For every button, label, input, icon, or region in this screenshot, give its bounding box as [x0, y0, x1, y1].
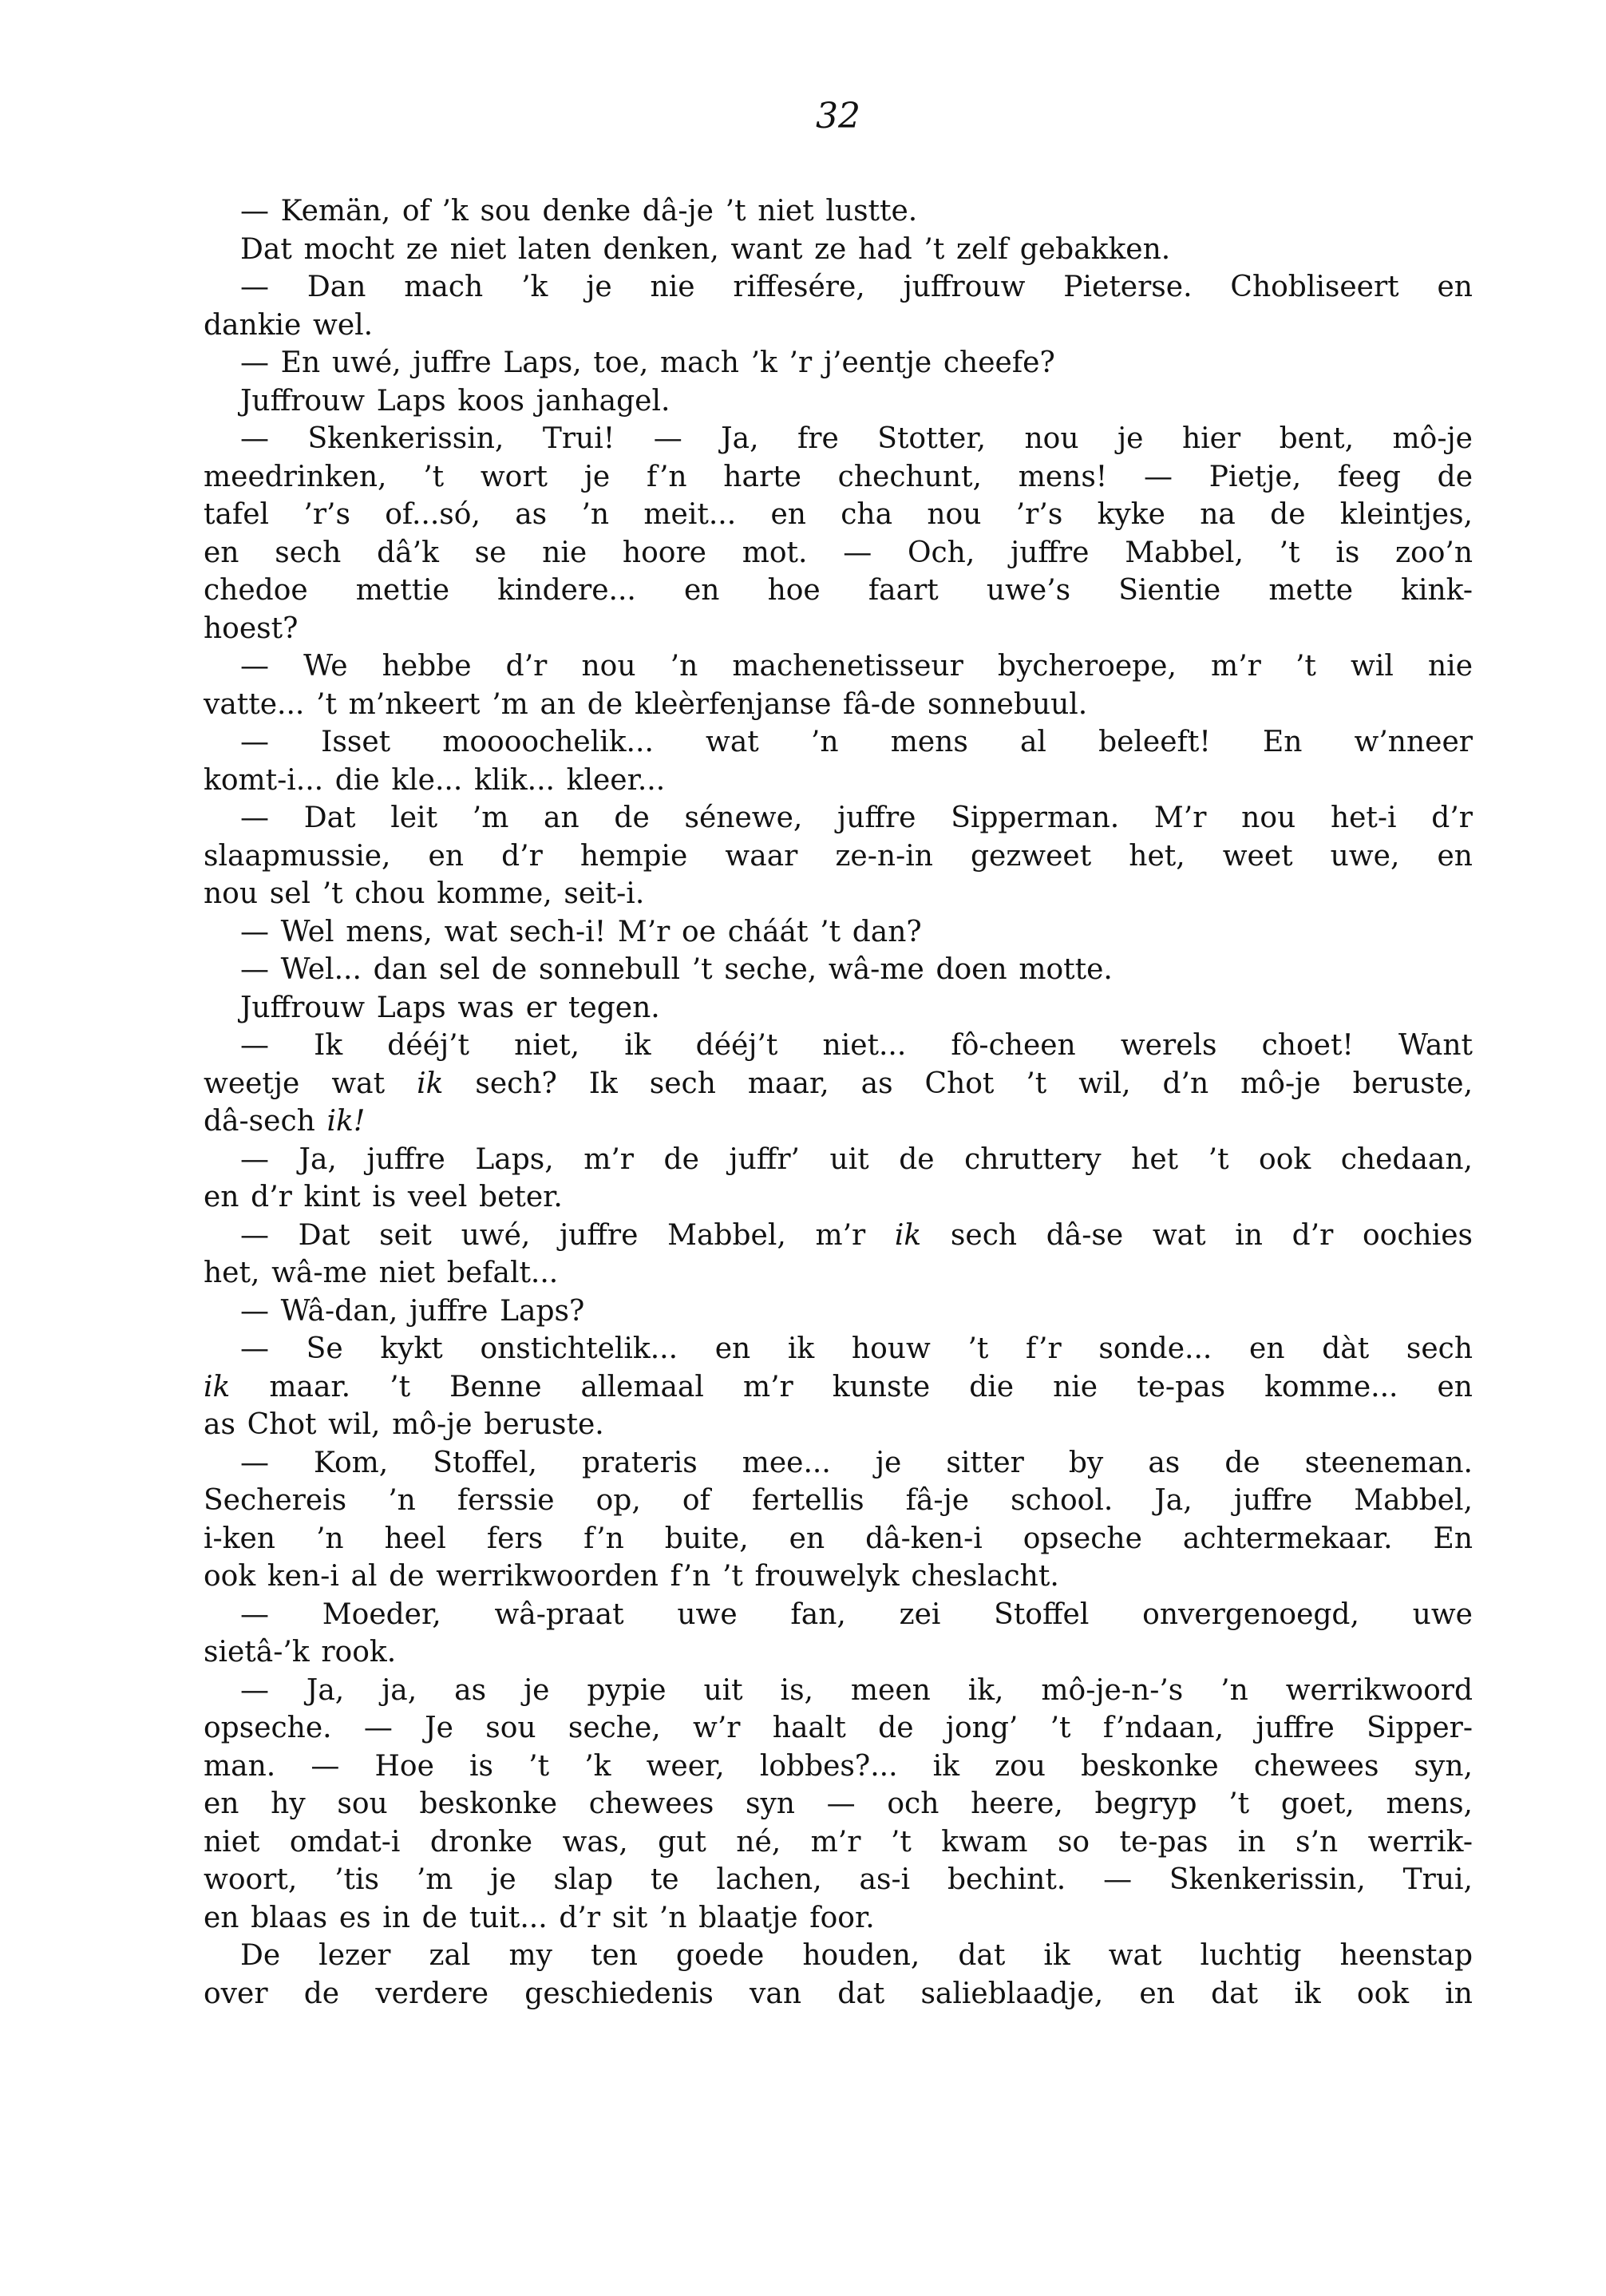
- text-line: [204, 762, 1473, 800]
- paragraph: [204, 1330, 1473, 1444]
- paragraph: [204, 420, 1473, 647]
- text-line: [204, 382, 1473, 421]
- text-line: [204, 268, 1473, 307]
- text-block: [204, 192, 1473, 2013]
- text-line: [204, 610, 1473, 648]
- text-segment: komt-i... die kle... klik... kleer...: [204, 763, 666, 797]
- text-segment: dankie wel.: [204, 308, 374, 342]
- text-segment: over de verdere geschiedenis van dat salieblaadje, en dat ik ook in: [204, 1977, 1473, 2010]
- paragraph: [204, 382, 1473, 421]
- text-line: [204, 1823, 1473, 1862]
- paragraph: [204, 1672, 1473, 1938]
- text-segment: — Se kykt onstichtelik... en ik houw ’t f’r sonde... en dàt sech: [240, 1332, 1473, 1365]
- italic-text: ik: [417, 1067, 444, 1100]
- paragraph: [204, 192, 1473, 231]
- text-segment: en d’r kint is veel beter.: [204, 1181, 563, 1213]
- text-line: [204, 192, 1473, 231]
- text-segment: — Dat seit uwé, juffre Mabbel, m’r: [240, 1218, 895, 1252]
- text-segment: — Moeder, wâ-praat uwe fan, zei Stoffel onvergenoegd, uwe: [240, 1597, 1473, 1631]
- paragraph: [204, 723, 1473, 799]
- text-segment: weetje wat: [204, 1067, 417, 1100]
- text-line: [204, 1406, 1473, 1444]
- text-segment: Juffrouw Laps was er tegen.: [240, 991, 660, 1024]
- text-segment: Sechereis ’n ferssie op, of fertellis fâ-je school. Ja, juffre Mabbel,: [204, 1484, 1473, 1517]
- text-segment: tafel ’r’s of...só, as ’n meit... en cha nou ’r’s kyke na de kleintjes,: [204, 498, 1473, 531]
- text-segment: meedrinken, ’t wort je f’n harte chechunt, mens! — Pietje, feeg de: [204, 460, 1473, 493]
- text-line: [204, 875, 1473, 913]
- text-segment: — Kemän, of ’k sou denke dâ-je ’t niet lustte.: [240, 195, 918, 228]
- text-line: [204, 686, 1473, 724]
- paragraph: [204, 268, 1473, 344]
- text-segment: Juffrouw Laps koos janhagel.: [240, 384, 670, 418]
- paragraph: [204, 913, 1473, 952]
- paragraph: [204, 799, 1473, 913]
- text-segment: — Ja, juffre Laps, m’r de juffr’ uit de chruttery het ’t ook chedaan,: [240, 1142, 1473, 1176]
- paragraph: [204, 1292, 1473, 1331]
- text-line: [204, 1141, 1473, 1179]
- text-line: [204, 1899, 1473, 1938]
- text-segment: man. — Hoe is ’t ’k weer, lobbes?... ik zou beskonke chewees syn,: [204, 1749, 1473, 1783]
- text-line: [204, 1558, 1473, 1596]
- text-segment: — Wâ-dan, juffre Laps?: [240, 1294, 585, 1328]
- text-line: [204, 1975, 1473, 2013]
- text-line: [204, 231, 1473, 269]
- text-segment: woort, ’tis ’m je slap te lachen, as-i bechint. — Skenkerissin, Trui,: [204, 1863, 1473, 1896]
- text-line: [204, 1102, 1473, 1141]
- paragraph: [204, 1444, 1473, 1596]
- text-segment: — Wel mens, wat sech-i! M’r oe cháát ’t dan?: [240, 915, 922, 948]
- paragraph: [204, 989, 1473, 1027]
- text-segment: opseche. — Je sou seche, w’r haalt de jong’ ’t f’ndaan, juffre Sipper-: [204, 1712, 1473, 1744]
- text-segment: — Dat leit ’m an de sénewe, juffre Sipperman. M’r nou het-i d’r: [240, 802, 1473, 834]
- paragraph: [204, 1596, 1473, 1672]
- italic-text: ik: [894, 1218, 922, 1252]
- text-line: [204, 1672, 1473, 1710]
- text-segment: maar. ’t Benne allemaal m’r kunste die nie te-pas komme... en: [230, 1370, 1473, 1403]
- text-segment: slaapmussie, en d’r hempie waar ze-n-in gezweet het, weet uwe, en: [204, 839, 1473, 873]
- text-line: [204, 647, 1473, 686]
- text-line: [204, 951, 1473, 989]
- text-line: [204, 913, 1473, 952]
- text-line: [204, 1330, 1473, 1368]
- text-line: [204, 1748, 1473, 1786]
- text-segment: — Kom, Stoffel, prateris mee... je sitter by as de steeneman.: [240, 1446, 1473, 1479]
- paragraph: [204, 951, 1473, 989]
- text-line: [204, 1785, 1473, 1823]
- text-segment: De lezer zal my ten goede houden, dat ik wat luchtig heenstap: [240, 1939, 1473, 1972]
- paragraph: [204, 1141, 1473, 1217]
- text-segment: Dat mocht ze niet laten denken, want ze had ’t zelf gebakken.: [240, 232, 1171, 266]
- text-line: [204, 307, 1473, 345]
- paragraph: [204, 231, 1473, 269]
- text-line: [204, 1254, 1473, 1292]
- text-line: [204, 1065, 1473, 1103]
- text-segment: chedoe mettie kindere... en hoe faart uwe’s Sientie mette kink-: [204, 574, 1473, 607]
- text-line: [204, 723, 1473, 762]
- text-segment: — Ja, ja, as je pypie uit is, meen ik, mô-je-n-’s ’n werrikwoord: [240, 1673, 1473, 1707]
- text-segment: sech? Ik sech maar, as Chot ’t wil, d’n mô-je beruste,: [443, 1067, 1473, 1100]
- text-line: [204, 458, 1473, 497]
- text-segment: en hy sou beskonke chewees syn — och heere, begryp ’t goet, mens,: [204, 1787, 1473, 1820]
- text-segment: — Ik dééj’t niet, ik dééj’t niet... fô-cheen werels choet! Want: [240, 1029, 1473, 1062]
- text-line: [204, 1027, 1473, 1065]
- text-segment: as Chot wil, mô-je beruste.: [204, 1408, 604, 1441]
- italic-text: ik: [204, 1370, 231, 1403]
- text-segment: nou sel ’t chou komme, seit-i.: [204, 877, 645, 910]
- text-segment: i-ken ’n heel fers f’n buite, en dâ-ken-i opseche achtermekaar. En: [204, 1522, 1473, 1555]
- text-line: [204, 989, 1473, 1027]
- text-line: [204, 572, 1473, 610]
- text-segment: — Dan mach ’k je nie riffesére, juffrouw Pieterse. Chobliseert en: [240, 271, 1473, 303]
- text-segment: en blaas es in de tuit... d’r sit ’n blaatje foor.: [204, 1901, 875, 1934]
- text-line: [204, 1368, 1473, 1407]
- text-segment: — Skenkerissin, Trui! — Ja, fre Stotter, nou je hier bent, mô-je: [240, 422, 1473, 455]
- text-segment: — We hebbe d’r nou ’n machenetisseur bycheroepe, m’r ’t wil nie: [240, 650, 1473, 683]
- paragraph: [204, 344, 1473, 382]
- text-line: [204, 1861, 1473, 1899]
- text-segment: en sech dâ’k se nie hoore mot. — Och, juffre Mabbel, ’t is zoo’n: [204, 536, 1473, 569]
- paragraph: [204, 1937, 1473, 2013]
- text-line: [204, 1292, 1473, 1331]
- paragraph: [204, 1217, 1473, 1292]
- text-segment: ook ken-i al de werrikwoorden f’n ’t frouwelyk cheslacht.: [204, 1560, 1059, 1593]
- text-line: [204, 496, 1473, 534]
- text-line: [204, 1633, 1473, 1672]
- text-segment: vatte... ’t m’nkeert ’m an de kleèrfenjanse fâ-de sonnebuul.: [204, 687, 1088, 721]
- text-segment: sech dâ-se wat in d’r oochies: [921, 1218, 1473, 1252]
- text-segment: hoest?: [204, 612, 299, 645]
- text-segment: dâ-sech: [204, 1105, 327, 1138]
- text-segment: het, wâ-me niet befalt...: [204, 1257, 559, 1289]
- text-line: [204, 534, 1473, 572]
- text-segment: — Isset moooochelik... wat ’n mens al beleeft! En w’nneer: [240, 726, 1473, 758]
- text-line: [204, 837, 1473, 876]
- text-segment: — Wel... dan sel de sonnebull ’t seche, wâ-me doen motte.: [240, 953, 1113, 986]
- text-line: [204, 1520, 1473, 1558]
- text-segment: niet omdat-i dronke was, gut né, m’r ’t kwam so te-pas in s’n werrik-: [204, 1825, 1473, 1859]
- italic-text: ik!: [326, 1105, 366, 1138]
- text-line: [204, 1596, 1473, 1634]
- text-line: [204, 344, 1473, 382]
- text-line: [204, 1482, 1473, 1520]
- page-number: 32: [816, 96, 860, 137]
- text-line: [204, 799, 1473, 837]
- text-line: [204, 1178, 1473, 1217]
- text-line: [204, 1444, 1473, 1483]
- paragraph: [204, 1027, 1473, 1141]
- text-line: [204, 420, 1473, 458]
- paragraph: [204, 647, 1473, 723]
- text-segment: — En uwé, juffre Laps, toe, mach ’k ’r j’eentje cheefe?: [240, 346, 1055, 379]
- text-line: [204, 1937, 1473, 1975]
- text-segment: sietâ-’k rook.: [204, 1636, 397, 1669]
- text-line: [204, 1217, 1473, 1255]
- text-line: [204, 1709, 1473, 1748]
